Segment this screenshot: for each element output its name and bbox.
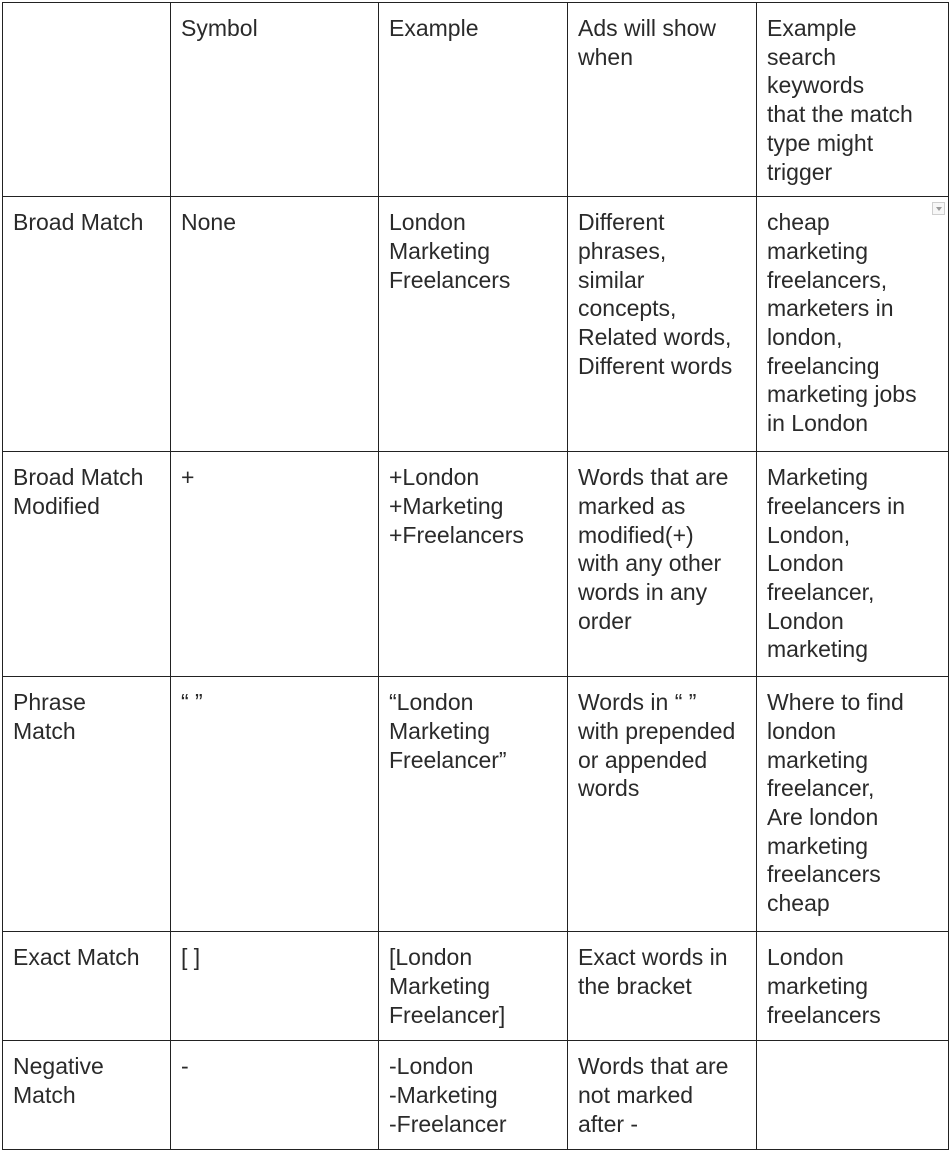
example-cell: [London Marketing Freelancer] (379, 932, 568, 1041)
header-row (3, 3, 949, 197)
match-type-cell: Phrase Match (3, 677, 171, 932)
match-types-table (2, 2, 949, 1150)
symbol-cell: None (171, 197, 379, 452)
match-type-cell: Exact Match (3, 932, 171, 1041)
table-row-negative-match (3, 1041, 949, 1150)
symbol-cell: - (171, 1041, 379, 1150)
header-match-type (3, 3, 171, 197)
example-keywords-cell: London marketing freelancers (757, 932, 949, 1041)
table-row-broad-match-modified (3, 452, 949, 677)
table-row-exact-match (3, 932, 949, 1041)
match-type-cell: Broad Match (3, 197, 171, 452)
symbol-cell: [ ] (171, 932, 379, 1041)
header-symbol: Symbol (171, 3, 379, 197)
chevron-down-icon[interactable] (932, 202, 945, 215)
symbol-cell: + (171, 452, 379, 677)
example-cell: London Marketing Freelancers (379, 197, 568, 452)
header-example: Example (379, 3, 568, 197)
table-row-broad-match (3, 197, 949, 452)
ads-show-when-cell: Words that are not marked after - (568, 1041, 757, 1150)
table-row-phrase-match (3, 677, 949, 932)
ads-show-when-cell: Different phrases, similar concepts, Related words, Different words (568, 197, 757, 452)
header-ads-show-when: Ads will show when (568, 3, 757, 197)
example-cell: “London Marketing Freelancer” (379, 677, 568, 932)
example-keywords-cell (757, 1041, 949, 1150)
symbol-cell: “ ” (171, 677, 379, 932)
example-cell: +London +Marketing +Freelancers (379, 452, 568, 677)
header-example-keywords: Example search keywords that the match type might trigger (757, 3, 949, 197)
ads-show-when-cell: Exact words in the bracket (568, 932, 757, 1041)
example-keywords-cell (757, 197, 949, 452)
example-cell: -London -Marketing -Freelancer (379, 1041, 568, 1150)
keywords-text: cheap marketing freelancers, marketers in london, freelancing marketing jobs in London (767, 209, 917, 437)
ads-show-when-cell: Words that are marked as modified(+) with any other words in any order (568, 452, 757, 677)
match-type-cell: Negative Match (3, 1041, 171, 1150)
match-type-cell: Broad Match Modified (3, 452, 171, 677)
example-keywords-cell: Where to find london marketing freelancer, Are london marketing freelancers cheap (757, 677, 949, 932)
example-keywords-cell: Marketing freelancers in London, London freelancer, London marketing (757, 452, 949, 677)
ads-show-when-cell: Words in “ ” with prepended or appended words (568, 677, 757, 932)
